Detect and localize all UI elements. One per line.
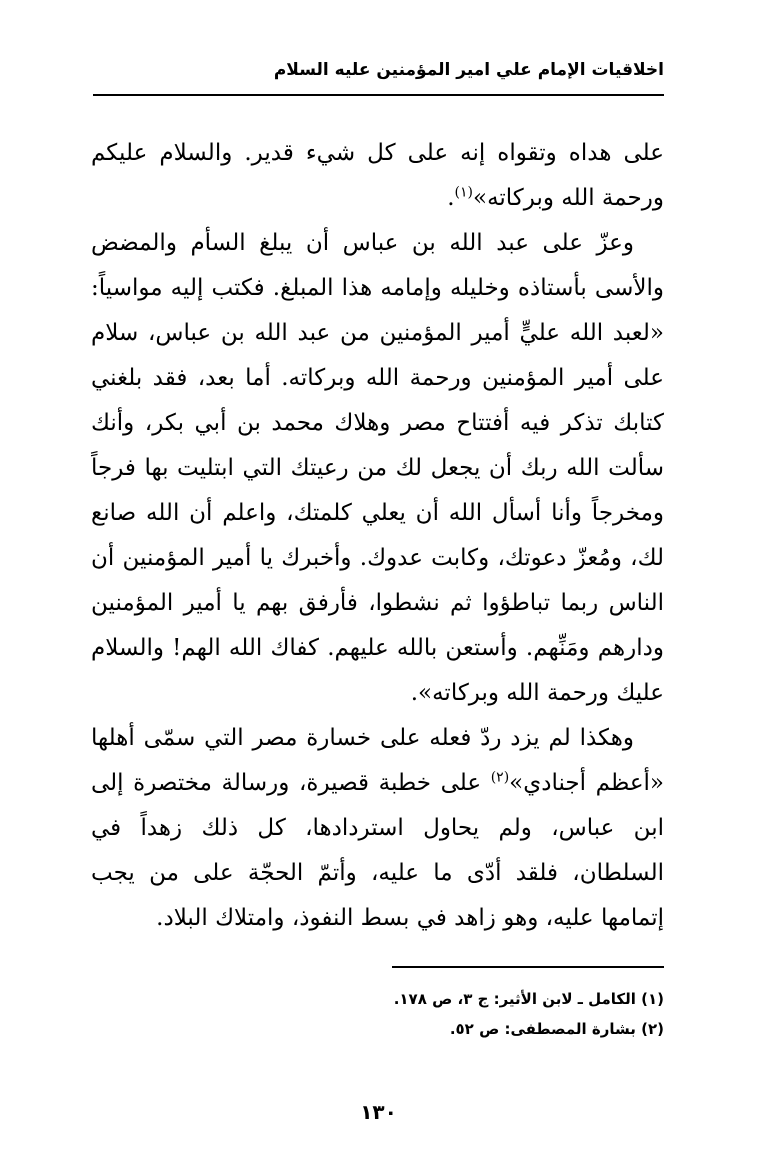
footnote-1: (١) الكامل ـ لابن الأثير: ج ٣، ص ١٧٨. (393, 990, 664, 1008)
footnote-2: (٢) بشارة المصطفى: ص ٥٢. (449, 1020, 664, 1038)
body-text (91, 131, 664, 941)
footnote-rule (392, 966, 664, 968)
running-header: اخلاقيات الإمام علي امير المؤمنين عليه السلام (273, 60, 664, 80)
paragraph-2: وعزّ على عبد الله بن عباس أن يبلغ السأم والمضض والأسى بأستاذه وخليله وإمامه هذا المبلغ. فكتب إليه مواسياً: «لعبد الله عليٍّ أمير المؤمنين من عبد الله بن عباس، سلام على أمير المؤمنين ورحمة الله وبركاته. أما بعد، فقد بلغني كتابك تذكر فيه أفتتاح مصر وهلاك محمد بن أبي بكر، وأنك سألت الله ربك أن يجعل لك من رعيتك التي ابتليت بها فرجاً ومخرجاً وأنا أسأل الله أن يعلي كلمتك، واعلم أن الله صانع لك، ومُعزّ دعوتك، وكابت عدوك. وأخبرك يا أمير المؤمنين أن الناس ربما تباطؤوا ثم نشطوا، فأرفق بهم يا أمير المؤمنين ودارهم ومَنِّهم. وأستعن بالله عليهم. كفاك الله الهم! والسلام عليك ورحمة الله وبركاته». (91, 230, 664, 706)
footnote-ref-1: (١) (454, 184, 473, 201)
paragraph-1-text: على هداه وتقواه إنه على كل شيء قدير. والسلام عليكم ورحمة الله وبركاته» (91, 140, 664, 211)
footnotes (91, 984, 664, 1044)
paragraph-1 (91, 131, 664, 221)
paragraph-3-start: وهكذا لم يزد ردّ فعله على خسارة مصر التي سمّى أهلها «أعظم أجنادي» (91, 725, 665, 796)
paragraph-3-rest: على خطبة قصيرة، ورسالة مختصرة إلى ابن عباس، ولم يحاول استردادها، كل ذلك زهداً في السلطان، فلقد أدّى ما عليه، وأتمّ الحجّة على من يجب إتمامها عليه، وهو زاهد في بسط النفوذ، وامتلاك البلاد. (91, 770, 664, 931)
page-number: ١٣٠ (360, 1100, 397, 1124)
paragraph-3 (91, 716, 664, 941)
header-rule (93, 94, 664, 96)
paragraph-1-end: . (447, 185, 455, 211)
footnote-ref-2: (٢) (490, 769, 510, 786)
